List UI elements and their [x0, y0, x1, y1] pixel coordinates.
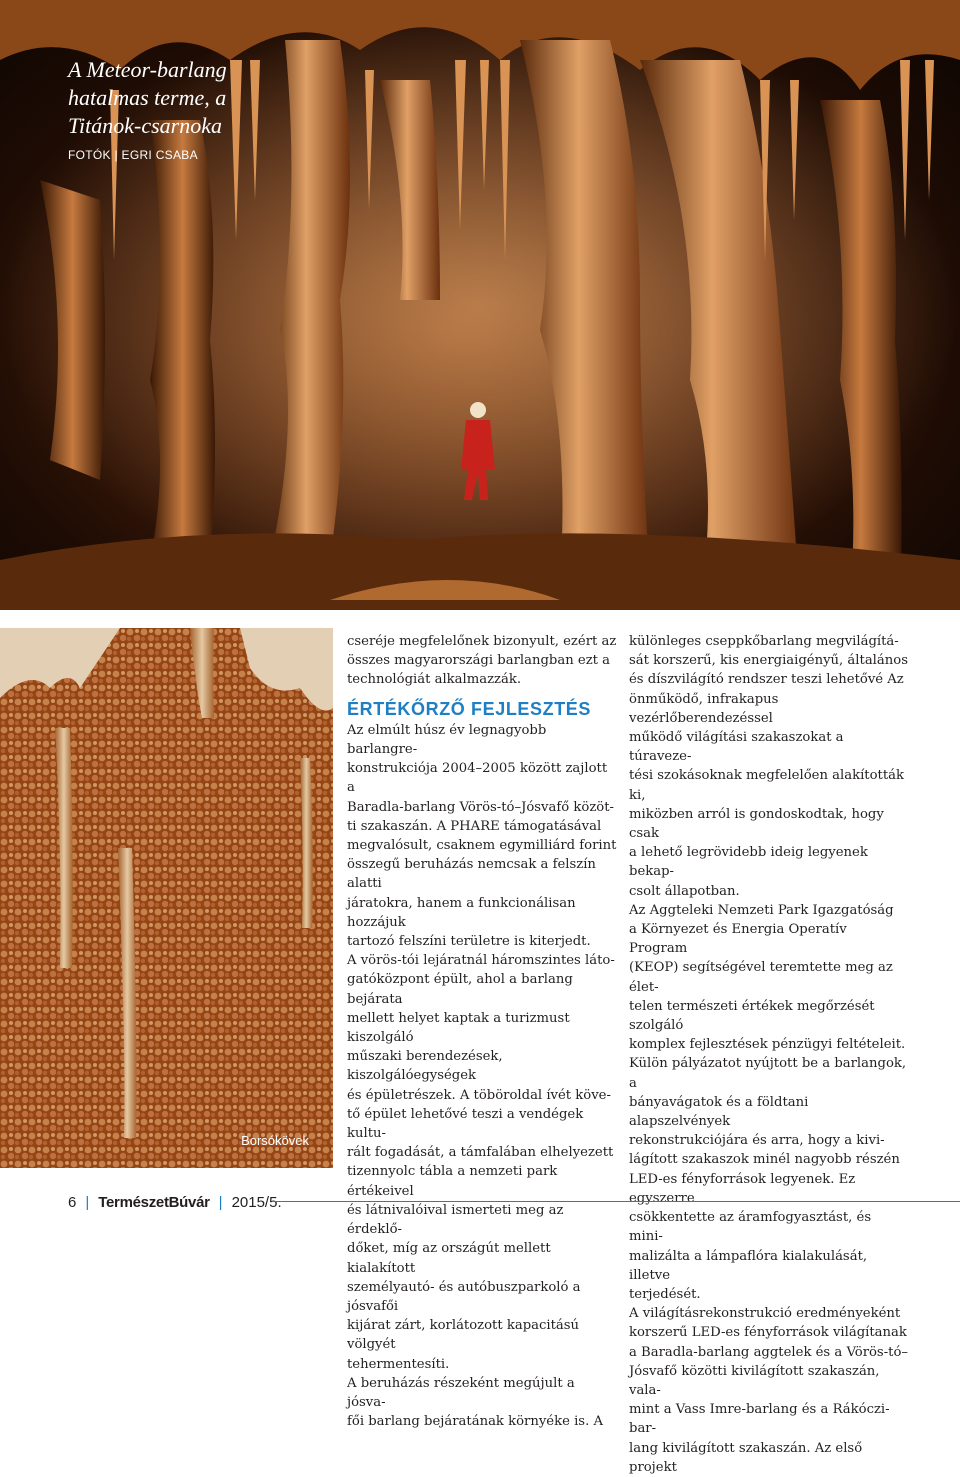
text-line: gatóközpont épült, ahol a barlang bejárata [347, 972, 573, 1007]
caption-line: Titánok-csarnoka [68, 113, 222, 138]
text-line: tehermentesíti. [347, 1356, 450, 1372]
text-line: konstrukciója 2004–2005 között zajlott a [347, 761, 608, 796]
text-line: terjedését. [629, 1286, 701, 1302]
paragraph [347, 721, 617, 1432]
text-line: LED-es fényforrások legyenek. Ez egyszerre [629, 1171, 856, 1206]
text-line: műszaki berendezések, kiszolgálóegységek [347, 1049, 503, 1084]
text-line: összegű beruházás nemcsak a felszín alatti [347, 857, 596, 892]
text-line: Külön pályázatot nyújtott be a barlangok, a [629, 1056, 907, 1091]
text-line: sát korszerű, kis energiaigényű, általános [629, 653, 908, 669]
text-line: tési szokásoknak megfelelően alakították ki, [629, 768, 904, 803]
text-line: a lehető legrövidebb ideig legyenek bekap- [629, 845, 868, 880]
photo-label: Borsókövek [241, 1133, 309, 1148]
text-line: és látnivalóival ismerteti meg az érdeklő- [347, 1202, 564, 1238]
text-line: A világításrekonstrukció eredményeként [629, 1306, 901, 1322]
caption-title [68, 56, 298, 140]
text-line: rált fogadását, a támfalában elhelyezett [347, 1145, 614, 1161]
text-line: komplex fejlesztések pénzügyi feltételeit. [629, 1037, 906, 1053]
page-footer [68, 1192, 282, 1212]
text-line: cseréje megfelelőnek bizonyult, ezért az [347, 634, 617, 649]
text-line: mint a Vass Imre-barlang és a Rákóczi-bar- [629, 1402, 890, 1437]
footer-rule [272, 1201, 960, 1202]
text-line: a Baradla-barlang aggtelek és a Vörös-tó– [629, 1344, 908, 1360]
text-line: személyautó- és autóbuszparkoló a jósvafői [347, 1279, 581, 1314]
text-line: működő világítási szakaszokat a túraveze- [629, 730, 844, 765]
photo-credit: FOTÓK | EGRI CSABA [68, 148, 198, 162]
cave-pearls-illustration [0, 628, 333, 1168]
text-line: tartozó felszíni területre is kiterjedt. [347, 934, 591, 950]
text-line: csolt állapotban. [629, 883, 740, 899]
text-line: dőket, míg az országút mellett kialakított [347, 1241, 551, 1276]
article-column-middle [347, 632, 617, 1431]
page-number: 6 [68, 1193, 77, 1211]
cave-hero-photo [0, 0, 960, 610]
paragraph [347, 632, 617, 690]
text-line: ti szakaszán. A PHARE támogatásával [347, 818, 602, 834]
text-line: járatokra, hanem a funkcionálisan hozzájuk [347, 895, 576, 930]
text-line: és épületrészek. A töböroldal ívét köve- [347, 1087, 611, 1103]
text-line: összes magyarországi barlangban ezt a [347, 653, 611, 669]
article-column-right [629, 632, 909, 1477]
text-line: Jósvafő közötti kivilágított szakaszán, vala- [629, 1363, 880, 1398]
text-line: bányavágatok és a földtani alapszelvények [629, 1094, 809, 1130]
text-line: kijárat zárt, korlátozott kapacitású völgyét [347, 1318, 580, 1353]
text-line: csökkentette az áramfogyasztást, és mini- [629, 1210, 872, 1245]
issue-number: 2015/5. [231, 1193, 282, 1211]
text-line: és díszvilágító rendszer teszi lehetővé Az [629, 672, 904, 688]
text-line: A beruházás részeként megújult a jósva- [347, 1375, 575, 1410]
section-heading: ÉRTÉKŐRZŐ FEJLESZTÉS [347, 698, 592, 719]
text-line: malizálta a lámpaflóra kialakulását, illetve [629, 1248, 868, 1283]
text-line: Az elmúlt húsz év legnagyobb barlangre- [347, 722, 547, 758]
caption-line: hatalmas terme, a [68, 85, 227, 110]
footer-separator: | [218, 1193, 223, 1211]
text-line: rekonstrukciójára és arra, hogy a kivi- [629, 1133, 885, 1149]
paragraph [629, 632, 909, 1477]
text-line: önműködő, infrakapus vezérlőberendezéssel [629, 691, 779, 726]
caption-line: A Meteor-barlang [68, 57, 227, 82]
text-line: mellett helyet kaptak a turizmust kiszolgáló [347, 1010, 570, 1046]
footer-separator: | [85, 1193, 90, 1211]
text-line: A vörös-tói lejáratnál háromszintes láto- [347, 953, 615, 969]
photo-caption [68, 56, 298, 162]
text-line: a Környezet és Energia Operatív Program [629, 922, 847, 957]
text-line: tizennyolc tábla a nemzeti park értékeivel [347, 1164, 558, 1199]
text-line: fői barlang bejáratának környéke is. A [347, 1414, 603, 1430]
text-line: miközben arról is gondoskodtak, hogy csak [629, 806, 884, 842]
text-line: Baradla-barlang Vörös-tó–Jósvafő közöt- [347, 799, 614, 815]
cave-pearls-photo [0, 628, 333, 1168]
text-line: lang kivilágított szakaszán. Az első projekt [629, 1440, 863, 1475]
text-line: telen természeti értékek megőrzését szolgáló [629, 998, 875, 1034]
text-line: korszerű LED-es fényforrások világítanak [629, 1325, 907, 1341]
text-line: technológiát alkalmazzák. [347, 672, 522, 688]
text-line: különleges cseppkőbarlang megvilágítá- [629, 634, 899, 649]
text-line: (KEOP) segítségével teremtette meg az élet- [629, 960, 893, 995]
magazine-name: TermészetBúvár [98, 1193, 210, 1211]
text-line: tő épület lehetővé teszi a vendégek kultu- [347, 1106, 584, 1142]
text-line: lágított szakaszok minél nagyobb részén [629, 1152, 900, 1168]
text-line: Az Aggteleki Nemzeti Park Igazgatóság [629, 902, 894, 918]
text-line: megvalósult, csaknem egymilliárd forint [347, 838, 617, 854]
